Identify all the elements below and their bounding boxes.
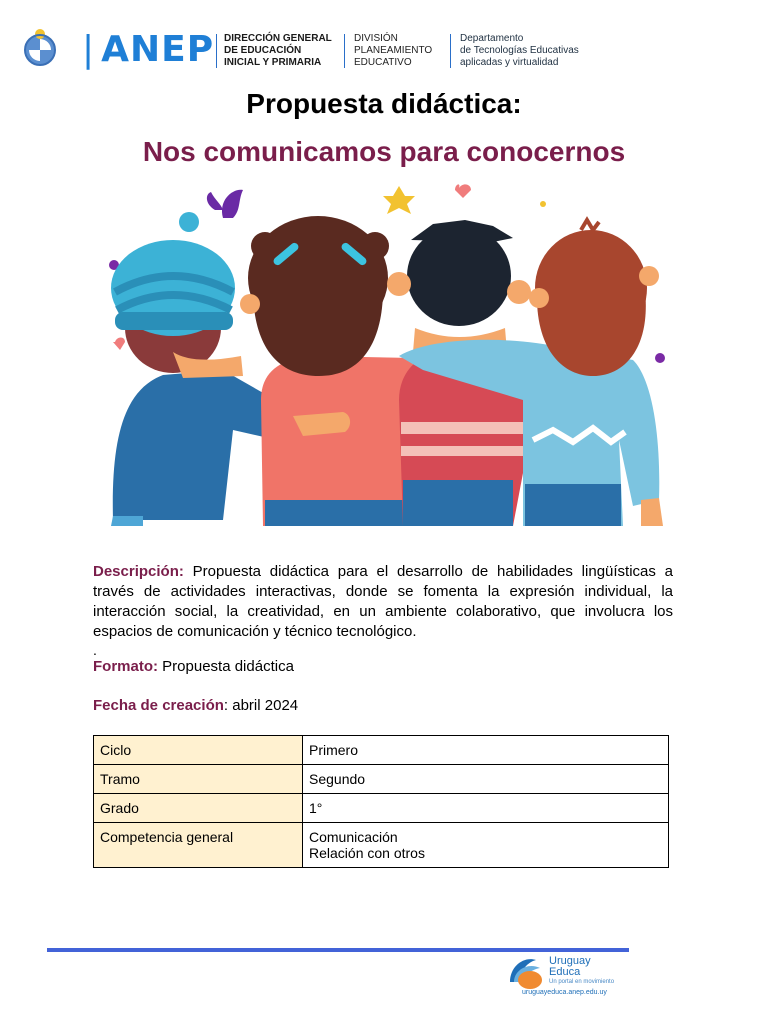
- four-children-hugging-illustration: [93, 180, 679, 526]
- table-key-cell: Competencia general: [94, 823, 303, 868]
- anep-logo: | ANEP: [82, 29, 215, 70]
- page-title: Propuesta didáctica:: [246, 88, 522, 119]
- footer-url: uruguayeduca.anep.edu.uy: [522, 989, 607, 996]
- table-value-cell: [303, 823, 669, 868]
- department-text: Departamento de Tecnologías Educativas aplicadas y virtualidad: [460, 33, 579, 68]
- division-text: DIVISIÓN PLANEAMIENTO EDUCATIVO: [354, 33, 433, 68]
- date-colon: :: [223, 697, 229, 714]
- table-value-cell: Segundo: [303, 765, 669, 794]
- description-paragraph: [93, 562, 673, 642]
- table-row: [94, 823, 669, 868]
- uruguay-educa-wordmark: Uruguay Educa: [549, 955, 591, 978]
- date-value: abril 2024: [228, 697, 299, 714]
- table-value-cell: Primero: [303, 736, 669, 765]
- table-key-cell: Grado: [94, 794, 303, 823]
- page-subtitle: Nos comunicamos para conocernos: [142, 136, 626, 167]
- table-value-cell: 1°: [303, 794, 669, 823]
- format-value: Propuesta didáctica: [158, 658, 294, 675]
- description-text: Propuesta didáctica para el desarrollo de habilidades lingüísticas a través de actividades interactivas, donde se fomenta la expresión individual, la interacción social, la creatividad, en un ambiente colaborativo, que involucra los espacios de comunicación y técnico tecnológico.: [93, 563, 673, 640]
- table-key-cell: Ciclo: [94, 736, 303, 765]
- table-key-cell: Tramo: [94, 765, 303, 794]
- header-divider: [450, 34, 451, 68]
- table-row: [94, 794, 669, 823]
- uruguay-seal-icon: [20, 28, 60, 70]
- header: [20, 28, 620, 72]
- stray-dot: .: [93, 642, 97, 658]
- description-label: Descripción:: [93, 563, 184, 580]
- header-divider: [344, 34, 345, 68]
- competence-item: Comunicación: [309, 829, 398, 845]
- header-divider: [216, 34, 217, 68]
- date-label: Fecha de creación: [93, 697, 224, 714]
- format-line: [93, 658, 294, 675]
- table-row: [94, 765, 669, 794]
- table-row: [94, 736, 669, 765]
- competence-item: Relación con otros: [309, 845, 425, 861]
- format-label: Formato:: [93, 658, 158, 675]
- date-line: [93, 697, 298, 714]
- dgeip-text: DIRECCIÓN GENERAL DE EDUCACIÓN INICIAL Y PRIMARIA: [224, 33, 332, 68]
- footer-tagline: Un portal en movimiento: [549, 979, 615, 985]
- info-table: [93, 735, 669, 868]
